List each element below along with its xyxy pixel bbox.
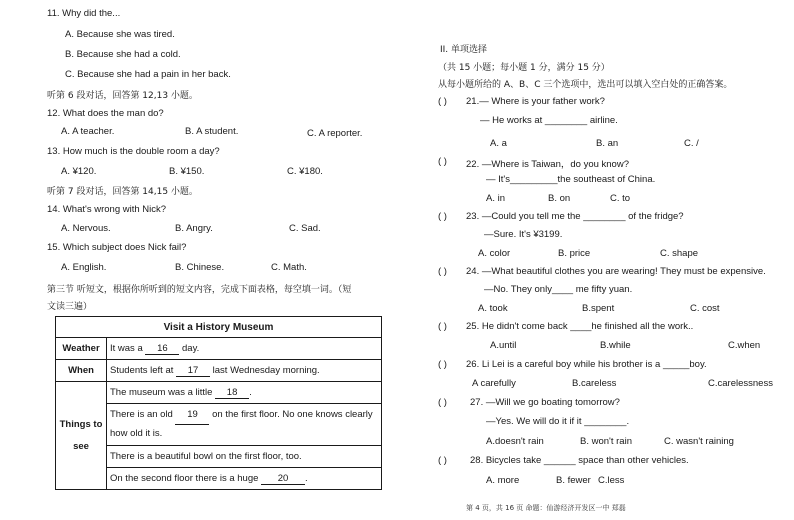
q26-option-c: C.carelessness (708, 378, 773, 389)
answer-paren-26[interactable]: ( ) (438, 359, 447, 370)
museum-cell (107, 382, 382, 404)
page-footer: 第 4 页，共 16 页 命题：仙游经济开发区一中 郑磊 (466, 504, 626, 512)
q12-option-b: B. A student. (185, 126, 239, 137)
things-to-see-label (56, 382, 107, 490)
q13-option-a: A. ¥120. (61, 166, 97, 177)
answer-paren-28[interactable]: ( ) (438, 455, 447, 466)
answer-paren-27[interactable]: ( ) (438, 397, 447, 408)
q25-option-b: B.while (600, 340, 631, 351)
section-7-instruction: 听第 7 段对话，回答第 14,15 小题。 (47, 187, 198, 197)
q23-option-c: C. shape (660, 248, 699, 259)
section-6-instruction: 听第 6 段对话，回答第 12,13 小题。 (47, 91, 198, 101)
weather-text: It was a (110, 342, 146, 354)
answer-paren-25[interactable]: ( ) (438, 321, 447, 332)
question-13: 13. How much is the double room a day? (47, 146, 220, 157)
question-21: 21.— Where is your father work? (466, 96, 605, 107)
when-text: Students left at (110, 364, 177, 376)
when-cell (107, 360, 382, 382)
old-text: There is an old (110, 409, 176, 420)
q24-option-c: C. cost (690, 303, 720, 314)
q11-option-b: B. Because she had a cold. (65, 49, 181, 60)
q12-option-a: A. A teacher. (61, 126, 115, 137)
q25-option-c: C.when (728, 340, 761, 351)
q22-option-b: B. on (548, 193, 571, 204)
q15-option-a: A. English. (61, 262, 107, 273)
answer-paren-24[interactable]: ( ) (438, 266, 447, 277)
question-24: 24. —What beautiful clothes you are wearing! They must be expensive. (466, 266, 766, 277)
when-text-end: last Wednesday morning. (210, 364, 320, 376)
section-title: II. 单项选择 (440, 45, 488, 55)
q21-option-c: C. / (684, 138, 699, 149)
question-26: 26. Li Lei is a careful boy while his brother is a _____boy. (466, 359, 707, 370)
museum-text-end: . (249, 386, 252, 398)
q28-option-a: A. more (486, 475, 520, 486)
q28-option-b: B. fewer (556, 475, 591, 486)
question-12: 12. What does the man do? (47, 108, 164, 119)
museum-text: The museum was a little (110, 386, 216, 398)
q24-option-b: B.spent (582, 303, 615, 314)
weather-text-end: day. (179, 342, 200, 354)
question-22: 22. —Where is Taiwan，do you know? (466, 159, 629, 170)
q27-option-c: C. wasn't raining (664, 436, 734, 447)
score-note: （共 15 小题；每小题 1 分，满分 15 分） (438, 63, 610, 73)
question-27-line2: —Yes. We will do it if it ________. (486, 416, 630, 427)
q24-option-a: A. took (478, 303, 508, 314)
second-text-end: . (305, 472, 308, 484)
blank-20[interactable]: 20 (261, 473, 305, 485)
answer-paren-21[interactable]: ( ) (438, 96, 447, 107)
question-22-line2: — It's_________the southeast of China. (486, 174, 656, 185)
q15-option-c: C. Math. (271, 262, 307, 273)
weather-cell (107, 338, 382, 360)
old-text-line2: how old it is. (110, 428, 163, 439)
question-23: 23. —Could you tell me the ________ of the fridge? (466, 211, 684, 222)
q26-option-b: B.careless (572, 378, 617, 389)
old-item-cell (107, 404, 382, 446)
q11-option-c: C. Because she had a pain in her back. (65, 69, 231, 80)
blank-19[interactable]: 19 (175, 406, 209, 425)
question-24-line2: —No. They only____ me fifty yuan. (484, 284, 633, 295)
q14-option-c: C. Sad. (289, 223, 321, 234)
q27-option-b: B. won't rain (580, 436, 632, 447)
q22-option-c: C. to (610, 193, 631, 204)
q26-option-a: A carefully (472, 378, 516, 389)
question-28: 28. Bicycles take ______ space than other vehicles. (470, 455, 689, 466)
things-label-line1: Things to (59, 418, 103, 430)
table-title: Visit a History Museum (56, 317, 382, 338)
q21-option-a: A. a (490, 138, 507, 149)
answer-paren-23[interactable]: ( ) (438, 211, 447, 222)
when-label: When (56, 360, 107, 382)
blank-18[interactable]: 18 (215, 387, 249, 399)
question-23-line2: —Sure. It's ¥3199. (484, 229, 563, 240)
q13-option-b: B. ¥150. (169, 166, 205, 177)
museum-table (55, 316, 382, 490)
question-21-line2: — He works at ________ airline. (480, 115, 618, 126)
q14-option-a: A. Nervous. (61, 223, 111, 234)
question-27: 27. —Will we go boating tomorrow? (470, 397, 620, 408)
q23-option-b: B. price (558, 248, 591, 259)
answer-paren-22[interactable]: ( ) (438, 156, 447, 167)
question-25: 25. He didn't come back ____he finished all the work.. (466, 321, 694, 332)
q28-option-c: C.less (598, 475, 625, 486)
second-text: On the second floor there is a huge (110, 472, 262, 484)
instruction: 从每小题所给的 A、B、C 三个选项中，选出可以填入空白处的正确答案。 (438, 80, 733, 90)
q15-option-b: B. Chinese. (175, 262, 225, 273)
q27-option-a: A.doesn't rain (486, 436, 544, 447)
question-14: 14. What's wrong with Nick? (47, 204, 167, 215)
q25-option-a: A.until (490, 340, 517, 351)
weather-label: Weather (56, 338, 107, 360)
old-text-end: on the first floor. No one knows clearly (209, 409, 373, 420)
bowl-cell: There is a beautiful bowl on the first floor, too. (107, 446, 382, 468)
second-floor-cell (107, 468, 382, 490)
q23-option-a: A. color (478, 248, 511, 259)
question-15: 15. Which subject does Nick fail? (47, 242, 187, 253)
part-3-instruction: 第三节 听短文，根据你所听到的短文内容，完成下面表格，每空填一词。（短 (47, 285, 352, 295)
question-11: 11. Why did the... (47, 8, 121, 19)
blank-17[interactable]: 17 (176, 365, 210, 377)
blank-16[interactable]: 16 (145, 343, 179, 355)
q13-option-c: C. ¥180. (287, 166, 323, 177)
part-3-instruction-cont: 文读三遍） (47, 302, 93, 312)
things-label-line2: see (73, 440, 89, 452)
q14-option-b: B. Angry. (175, 223, 213, 234)
q12-option-c: C. A reporter. (307, 128, 363, 139)
q22-option-a: A. in (486, 193, 506, 204)
q21-option-b: B. an (596, 138, 619, 149)
q11-option-a: A. Because she was tired. (65, 29, 175, 40)
